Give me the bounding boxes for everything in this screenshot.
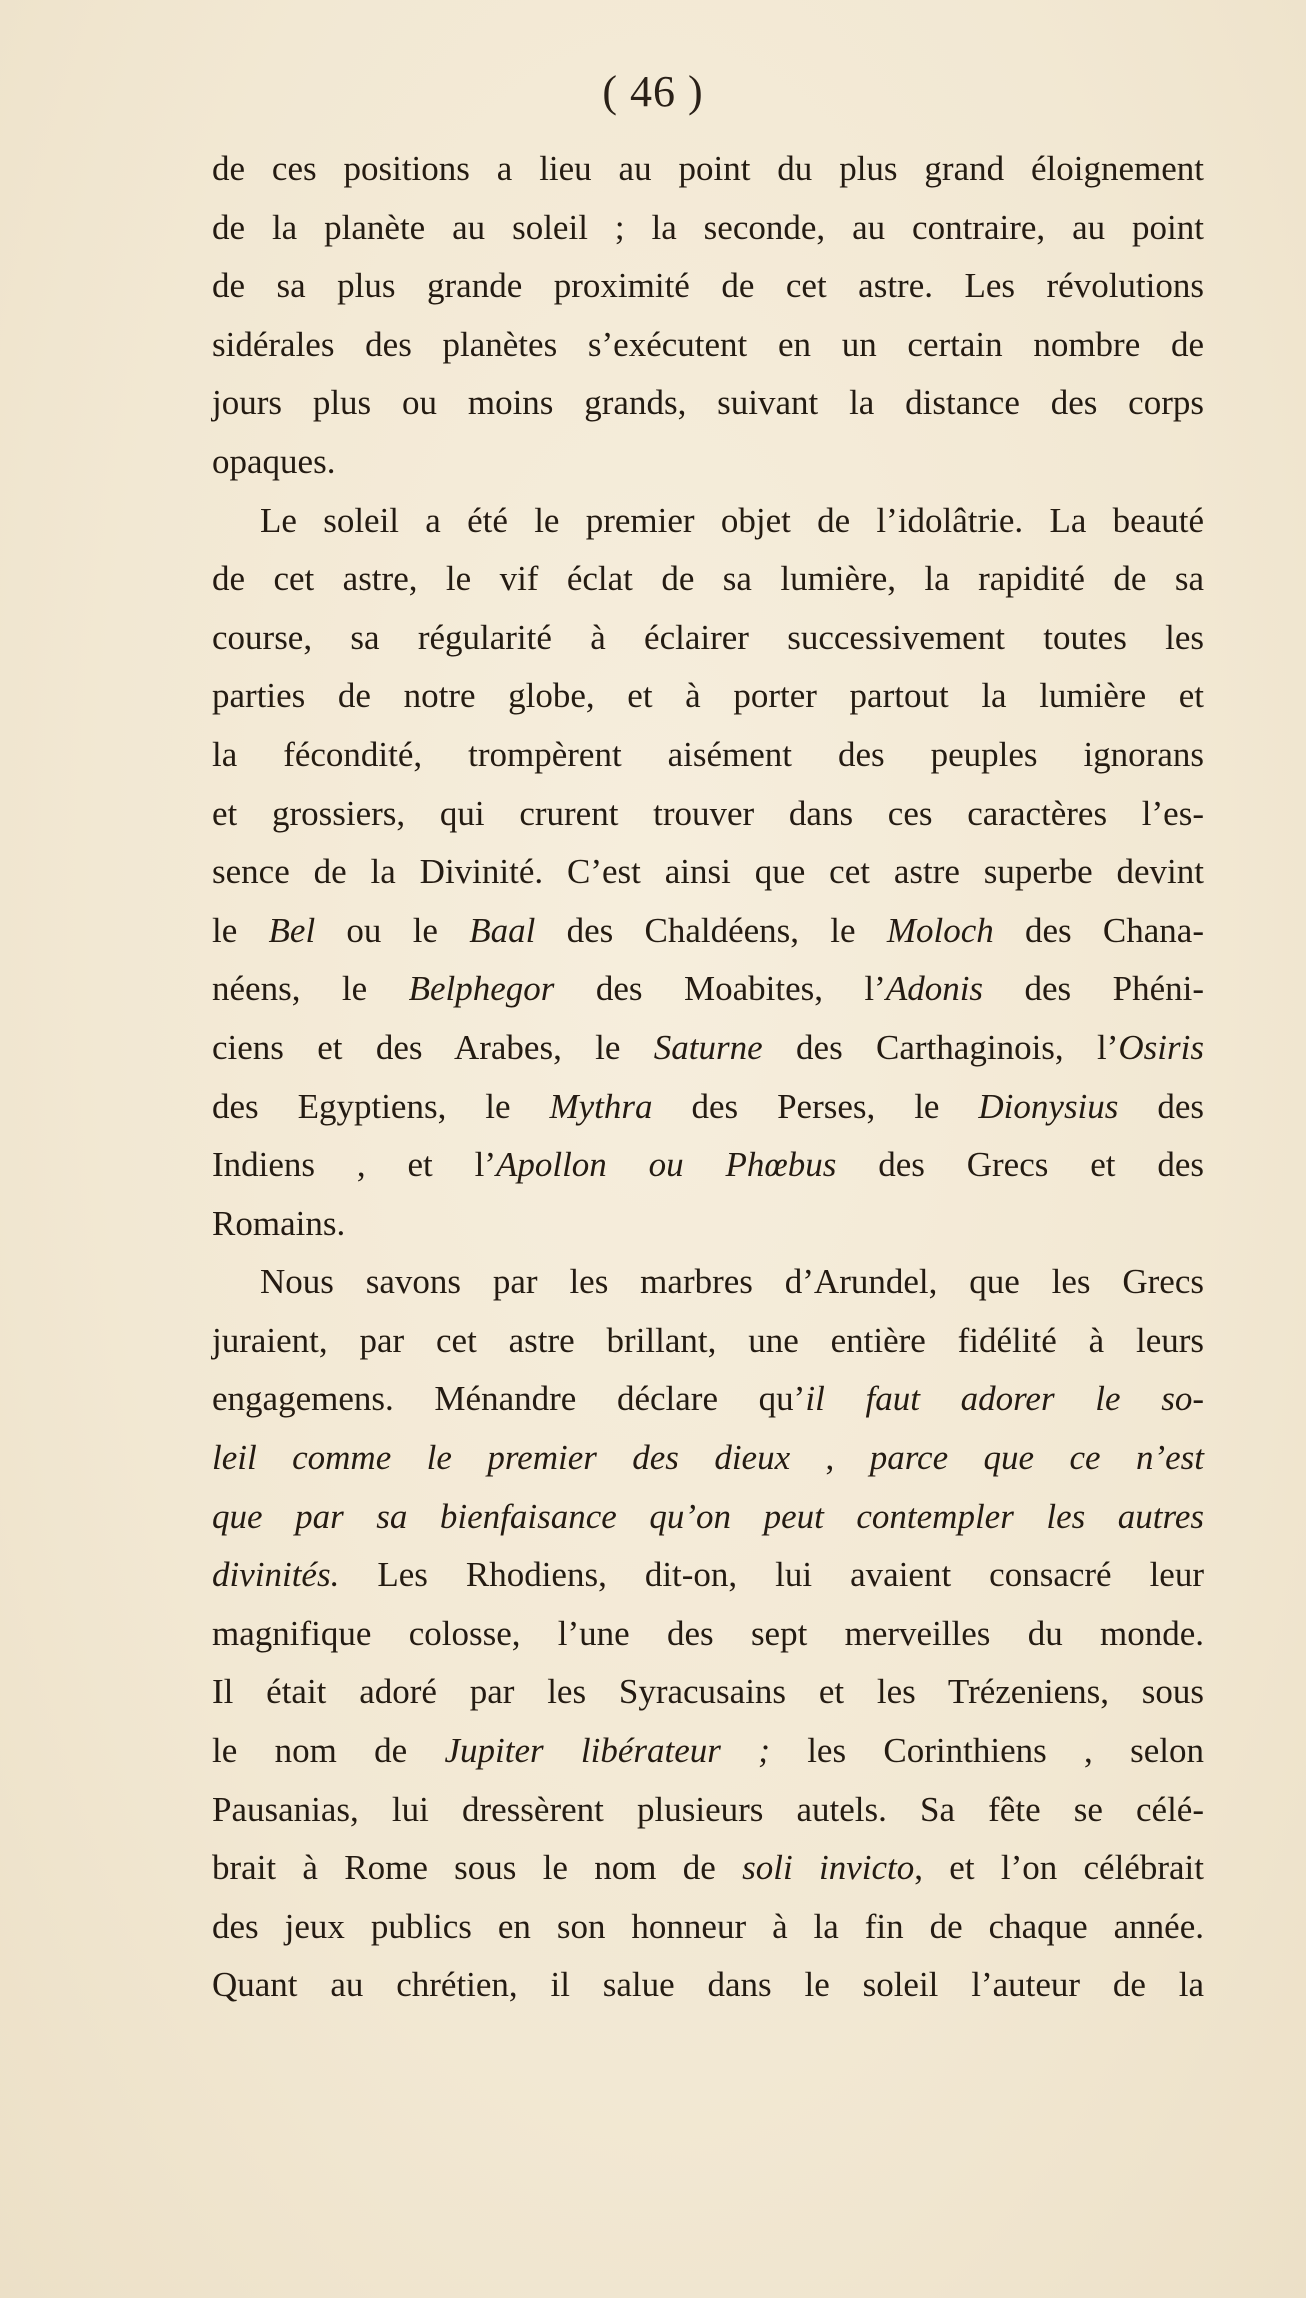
text-run: Il était adoré par les Syracusains et les Trézeniens, sous [212, 1672, 1204, 1712]
text-line [212, 609, 1204, 668]
text-run: engagemens. Ménandre déclare qu’ [212, 1379, 806, 1419]
text-run: des Carthaginois, l’ [762, 1027, 1119, 1067]
text-run: magnifique colosse, l’une des sept merveilles du monde. [212, 1613, 1204, 1653]
text-line [212, 1429, 1204, 1488]
text-line [212, 1078, 1204, 1137]
italic-run: Saturne [653, 1027, 763, 1067]
text-run: brait à Rome sous le nom de [212, 1848, 743, 1888]
text-run: de sa plus grande proximité de cet astre. Les révolutions [212, 266, 1204, 306]
text-line [212, 1019, 1204, 1078]
text-run: néens, le [212, 969, 409, 1009]
text-run: jours plus ou moins grands, suivant la distance des corps [212, 383, 1204, 423]
text-run: et grossiers, qui crurent trouver dans ces caractères l’es- [212, 793, 1204, 833]
text-line [212, 1312, 1204, 1371]
text-run: des Egyptiens, le [212, 1086, 550, 1126]
text-run: de cet astre, le vif éclat de sa lumière, la rapidité de sa [212, 559, 1204, 599]
text-run: Nous savons par les marbres d’Arundel, que les Grecs [260, 1262, 1204, 1302]
italic-run: Baal [469, 910, 536, 950]
italic-run: Adonis [885, 969, 984, 1009]
italic-run: Belphegor [408, 969, 555, 1009]
italic-run: Mythra [549, 1086, 653, 1126]
text-line [212, 1253, 1204, 1312]
text-run: sidérales des planètes s’exécutent en un certain nombre de [212, 324, 1204, 364]
text-run: des Phéni- [983, 969, 1204, 1009]
italic-run: Jupiter libérateur ; [444, 1731, 770, 1771]
text-run: Les Rhodiens, dit-on, lui avaient consacré leur [339, 1555, 1204, 1595]
italic-run: que par sa bienfaisance qu’on peut contempler les autres [212, 1496, 1204, 1536]
text-line [212, 1546, 1204, 1605]
text-run: ou le [315, 910, 470, 950]
text-run: , et l’on célébrait [914, 1848, 1204, 1888]
text-run: juraient, par cet astre brillant, une entière fidélité à leurs [212, 1320, 1204, 1360]
text-run: le [212, 910, 269, 950]
italic-run: parce que ce n’est [869, 1438, 1205, 1478]
text-run: des [1118, 1086, 1205, 1126]
text-line [212, 667, 1204, 726]
text-run: course, sa régularité à éclairer successivement toutes les [212, 617, 1204, 657]
text-run: de ces positions a lieu au point du plus grand éloignement [212, 149, 1204, 188]
text-run: des Perses, le [652, 1086, 979, 1126]
text-line [212, 1605, 1204, 1664]
text-run: des Grecs et des [836, 1145, 1204, 1185]
text-run: des Moabites, l’ [554, 969, 886, 1009]
italic-run: Bel [268, 910, 316, 950]
text-line [212, 374, 1204, 433]
text-line [212, 726, 1204, 785]
text-line [212, 1898, 1204, 1957]
italic-run: Dionysius [978, 1086, 1119, 1126]
text-line [212, 199, 1204, 258]
text-run: le nom de [212, 1731, 445, 1771]
text-run: , [790, 1438, 870, 1478]
text-line [212, 902, 1204, 961]
text-run: des Chaldéens, le [535, 910, 887, 950]
text-line [212, 1956, 1204, 2015]
text-run: Indiens , et l’ [212, 1145, 496, 1185]
text-run: Quant au chrétien, il salue dans le soleil l’auteur de la [212, 1965, 1204, 2005]
italic-run: leil comme le premier des dieux [212, 1438, 791, 1478]
text-line [212, 1781, 1204, 1840]
text-line [212, 140, 1204, 199]
text-run: Le soleil a été le premier objet de l’idolâtrie. La beauté [260, 500, 1204, 540]
text-line [212, 960, 1204, 1019]
text-line [212, 550, 1204, 609]
text-run: de la planète au soleil ; la seconde, au contraire, au point [212, 207, 1204, 247]
text-line [212, 316, 1204, 375]
italic-run: Osiris [1118, 1027, 1204, 1067]
text-run: ciens et des Arabes, le [212, 1027, 654, 1067]
italic-run: divinités. [212, 1555, 340, 1595]
italic-run: il faut adorer le so- [805, 1379, 1204, 1419]
text-run: des jeux publics en son honneur à la fin de chaque année. [212, 1906, 1204, 1946]
body-text [212, 140, 1204, 2015]
text-run: les Corinthiens , selon [769, 1731, 1204, 1771]
text-line [212, 257, 1204, 316]
text-line [212, 1663, 1204, 1722]
text-line [212, 843, 1204, 902]
text-run: opaques. [212, 441, 336, 481]
italic-run: Apollon ou Phœbus [495, 1145, 837, 1185]
page-number: ( 46 ) [602, 67, 704, 116]
text-line [212, 1195, 1204, 1254]
text-run: des Chana- [993, 910, 1204, 950]
text-run: parties de notre globe, et à porter partout la lumière et [212, 676, 1204, 716]
text-line [212, 1722, 1204, 1781]
text-line [212, 433, 1204, 492]
text-line [212, 492, 1204, 551]
italic-run: Moloch [886, 910, 994, 950]
italic-run: soli invicto [742, 1848, 915, 1888]
text-line [212, 1839, 1204, 1898]
text-line [212, 1136, 1204, 1195]
text-run: la fécondité, trompèrent aisément des peuples ignorans [212, 734, 1204, 774]
text-line [212, 1488, 1204, 1547]
text-run: Pausanias, lui dressèrent plusieurs autels. Sa fête se célé- [212, 1789, 1204, 1829]
text-line [212, 1370, 1204, 1429]
text-run: Romains. [212, 1203, 346, 1243]
text-line [212, 785, 1204, 844]
text-run: sence de la Divinité. C’est ainsi que cet astre superbe devint [212, 852, 1204, 892]
